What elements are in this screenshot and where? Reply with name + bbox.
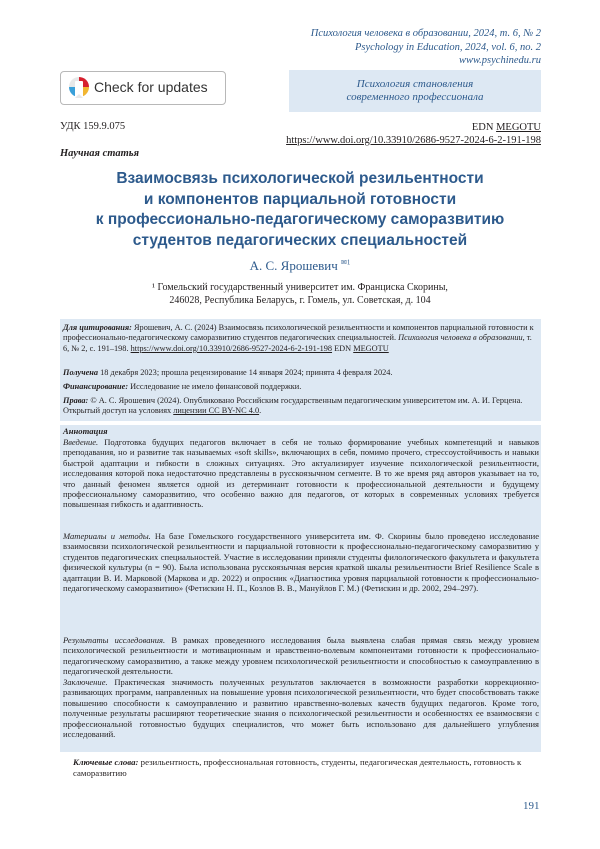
received-label: Получена xyxy=(63,368,99,377)
funding-paragraph xyxy=(63,382,538,392)
funding-text: Исследование не имело финансовой поддержки. xyxy=(128,382,302,391)
citation-label: Для цитирования: xyxy=(63,323,132,332)
results-label: Результаты исследования. xyxy=(63,635,166,645)
author-line xyxy=(60,258,540,274)
citation-text: Ярошевич, А. С. (2024) Взаимосвязь психологической резильентности и компонентов парциальной готовности к профессионально-педагогическому саморазвитию студентов педагогических специальностей. xyxy=(63,323,534,343)
abstract-conclusion xyxy=(63,677,539,739)
journal-title-en: Psychology in Education, 2024, vol. 6, no. 2 xyxy=(354,41,541,53)
check-for-updates-button[interactable] xyxy=(60,71,226,105)
affiliation xyxy=(130,281,470,307)
results-text: В рамках проведенного исследования была выявлена слабая прямая связь между уровнем психологической резильентности и мотивационным и нравственно-волевым компонентами готовности к профессионально-педагогическому саморазвитию, а также между уровнем психологической резильентности и способностью к самоуправлению в педагогической деятельности. xyxy=(63,635,539,677)
section-heading-box xyxy=(289,70,541,112)
journal-website[interactable]: www.psychinedu.ru xyxy=(458,55,541,66)
abstract-results xyxy=(63,635,539,677)
abstract-heading: Аннотация xyxy=(63,426,108,436)
keywords-text: резильентность, профессиональная готовность, студенты, педагогическая деятельность, готовность к саморазвитию xyxy=(73,757,522,778)
section-heading-line1: Психология становления xyxy=(356,77,474,90)
article-title xyxy=(60,169,540,251)
title-line: Взаимосвязь психологической резильентности xyxy=(116,170,484,187)
affiliation-line1: ¹ Гомельский государственный университет им. Франциска Скорины, xyxy=(152,282,448,293)
rights-end: . xyxy=(259,406,262,416)
check-for-updates-label: Check for updates xyxy=(94,79,208,95)
doi-link[interactable]: https://www.doi.org/10.33910/2686-9527-2024-6-2-191-198 xyxy=(286,135,541,146)
title-line: к профессионально-педагогическому саморазвитию xyxy=(95,211,505,228)
methods-text: На базе Гомельского государственного университета им. Ф. Скорины было проведено исследование взаимосвязи психологической резильентности и парциальной готовности к профессионально-педагогическому саморазвитию у студентов педагогических специальностей. Участие в исследовании приняли студенты филологического факультета и факультета физической культуры (n = 90). Была использована русскоязычная версия краткой шкалы резильентности Brief Resilience Scale в адаптации В. И. Марковой (Маркова и др. 2022) и опросник «Диагностика уровня парциальной готовности к профессионально-педагогическому саморазвитию» (Фетискин Н. П., Козлов В. В., Мануйлов Г. М.) (Фетискин и др. 2002, 294–297). xyxy=(63,531,539,594)
udk-code: УДК 159.9.075 xyxy=(60,121,126,132)
license-link[interactable]: лицензии CC BY-NC 4.0 xyxy=(173,406,260,416)
rights-paragraph xyxy=(63,396,538,417)
article-type: Научная статья xyxy=(60,148,140,159)
abstract-box xyxy=(60,425,541,752)
page-number: 191 xyxy=(523,800,540,812)
journal-header xyxy=(311,27,541,68)
citation-edn-link[interactable]: MEGOTU xyxy=(353,343,389,353)
affiliation-line2: 246028, Республика Беларусь, г. Гомель, ул. Советская, д. 104 xyxy=(169,295,431,306)
citation-edn: EDN xyxy=(332,343,354,353)
abstract-methods xyxy=(63,531,539,593)
rights-text: © А. С. Ярошевич (2024). Опубликовано Российским государственным педагогическим университетом им. А. И. Герцена. Открытый доступ на условиях xyxy=(63,396,523,416)
author-name: А. С. Ярошевич xyxy=(249,258,338,273)
received-text: 18 декабря 2023; прошла рецензирование 14 января 2024; принята 4 февраля 2024. xyxy=(98,368,393,377)
abstract-introduction xyxy=(63,437,539,510)
methods-label: Материалы и методы. xyxy=(63,531,151,541)
crossmark-icon xyxy=(68,76,90,100)
conclusion-label: Заключение. xyxy=(63,677,108,687)
rights-label: Права: xyxy=(63,396,89,405)
author-marks[interactable]: ✉1 xyxy=(341,258,351,267)
edn-doi-block xyxy=(286,121,541,147)
keywords-label: Ключевые слова: xyxy=(73,757,139,767)
citation-doi-link[interactable]: https://www.doi.org/10.33910/2686-9527-2024-6-2-191-198 xyxy=(130,343,333,353)
article-metadata-box xyxy=(60,319,541,421)
intro-text: Подготовка будущих педагогов включает в себя не только формирование учебных компетенций и навыков преподавания, но и развитие так называемых «soft skills», включающих в себя, помимо прочего, стрессоустойчивость и навыки быстрой адаптации и гибкости в сложных ситуациях. Это актуализирует изучение психологической резильентности, исследования которой пока недостаточно представлены в русскоязычном сегменте. В то же время ряд авторов указывает на то, что данный феномен является одной из детерминант готовности к профессиональной деятельности и будущему профессиональному саморазвитию, что особенно важно для педагогов, от которых в современных условиях требуется повышенная гибкость и адаптивность. xyxy=(63,437,539,510)
conclusion-text: Практическая значимость полученных результатов заключается в возможности разработки коррекционно-развивающих программ, направленных на повышение уровня психологической резильентности, что будет способствовать также повышению способности к самоуправлению и развитию нравственно-волевых качеств будущих педагогов. Кроме того, полученные результаты расширяют теоретические знания о психологической резильентности и особенностях ее взаимосвязи с профессиональной готовностью будущих специалистов, что может быть использовано для дальнейшего углубления исследований. xyxy=(63,677,539,740)
citation-paragraph xyxy=(63,323,538,354)
funding-label: Финансирование: xyxy=(63,382,129,391)
intro-label: Введение. xyxy=(63,437,99,447)
keywords xyxy=(73,757,528,779)
edn-prefix: EDN xyxy=(471,122,497,133)
citation-tail: , т. 6, № 2, с. 191–198. xyxy=(63,333,532,353)
journal-title-ru: Психология человека в образовании, 2024, т. 6, № 2 xyxy=(310,28,541,39)
title-line: и компонентов парциальной готовности xyxy=(143,190,457,208)
section-heading-line2: современного профессионала xyxy=(346,91,484,103)
received-paragraph xyxy=(63,368,538,378)
citation-journal: Психология человека в образовании xyxy=(398,333,523,343)
title-line: студентов педагогических специальностей xyxy=(132,231,468,249)
edn-code-link[interactable]: MEGOTU xyxy=(496,122,541,133)
